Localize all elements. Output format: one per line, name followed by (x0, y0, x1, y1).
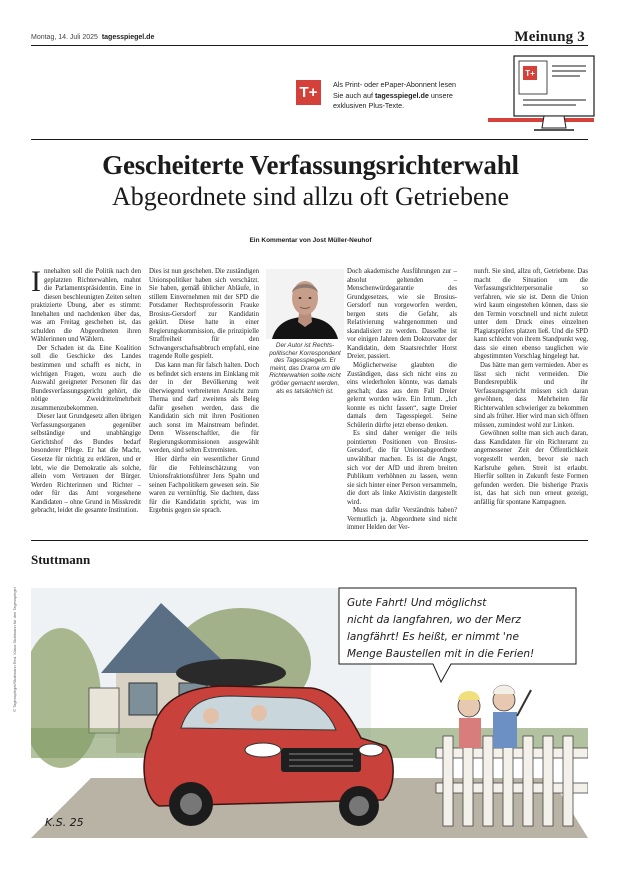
section-title (514, 29, 585, 46)
article-headline: Gescheiterte Verfassungsrichterwahl (102, 150, 519, 180)
issue-date: Montag, 14. Juli 2025 (31, 34, 98, 41)
promo-line-1: Als Print- oder ePaper-Abonnent lesen (333, 80, 457, 89)
article-column-3 (347, 268, 457, 533)
paragraph: Dieser laut Grundgesetz allen übrigen Verfassungsorganen gegenüber selbständige und unabhängige Gerichtshof des Bundes bedarf besonderer Pflege. Er hat die Macht, Gesetze für nichtig zu erklären, und er lebt, wie die Demokratie als solche, allein vom Vertrauen der Bürger. Werden Richterinnen und Richter – oder für das Amt vorgesehene Kandidaten – ohne Grund in Misskredit gebracht, leidet die gesamte Institution. (31, 413, 141, 515)
monitor-illustration-icon (486, 54, 596, 134)
paragraph: nunft. Sie sind, allzu oft, Getriebene. Das macht die Situation um die Verfassungsrichterpersonalie so verfahren, wie sie ist. Denn die Union wird kaum eingestehen können, dass sie den Termin vorschnell und nicht zuletzt unter dem Druck eines einzelnen Plagiatsprüfers platzen ließ. Und die SPD kann schlecht von ihrem Standpunkt weg, dass sie einen ebenso tauglichen wie abgestimmten Vorschlag hingelegt hat. (474, 268, 589, 361)
promo-line-2: Sie auch auf tagesspiegel.de unsere (333, 90, 453, 100)
cartoon-credit: © Tagesspiegel/Stuttmann Red. Klaus Stuttmann für den Tagesspiegel (12, 587, 17, 712)
site-name[interactable]: tagesspiegel.de (101, 34, 155, 41)
paragraph: Es sind daher weniger die teils pointierten Positionen von Brosius-Gersdorf, die für Unionsabgeordnete unwählbar machen. Es ist die Angst, sich vor der AfD und ihrem breiten Publikum verhöhnen zu lassen, wenn sie sich hinter einer Person versammeln, die dort als linke Aktivistin dargestellt wird. (347, 430, 457, 506)
paragraph: Gewöhnen sollte man sich auch daran, dass Kandidaten für ein Richteramt zu angemessener Zeit der Öffentlichkeit vorgestellt werden, bevor sie nach Karlsruhe gehen. Streit ist erlaubt. Hierfür sollten in Zukunft feste Formen gefunden werden. Die bisherige Praxis ist, das hat sich nun erneut gezeigt, anfällig für spontane Kampagnen. (474, 430, 588, 506)
masthead-date-line (31, 34, 154, 41)
speech-line-1: Gute Fahrt! Und möglichst (347, 597, 487, 609)
page-number: 3 (577, 29, 585, 45)
speech-line-4: Menge Baustellen mit in die Ferien! (347, 648, 535, 660)
article-column-1 (31, 265, 141, 516)
dropcap: I (31, 265, 41, 298)
section-name: Meinung (514, 29, 574, 45)
paragraph: Dies ist nun geschehen. Die zuständigen Unionspolitiker haben sich verschätzt. Sie haben, gemäß üblicher Abläufe, in stillem Einvernehmen mit der SPD die Potsdamer Rechtsprofessorin Frauke Brosius-Gersdorf zur Kandidatin gekürt. Diese hatte in einer Regierungskommission, die prinzipielle Straffreiheit für den Schwangerschaftsabbruch empfahl, eine tragende Rolle gespielt. (149, 268, 259, 361)
paragraph: Doch akademische Ausführungen zur – absolut geltenden – Menschenwürdegarantie des Grundgesetzes, wie sie Brosius-Gersdorf nun vorgeworfen werden, bergen stets die Gefahr, als Relativierung wahrgenommen und skandalisiert zu werden. Dasselbe ist vor einigen Jahren dem Doktorvater der Kandidatin, dem Staatsrechtler Horst Dreier, passiert. (347, 268, 457, 361)
header-rule (31, 45, 588, 46)
promo-rule (31, 139, 588, 140)
author-portrait (266, 269, 344, 339)
paragraph: Das kann man für falsch halten. Doch es befindet sich erstens im Einklang mit der in der Bevölkerung weit überwiegend verbreiteten Ansicht zum Thema und darf zweitens als Beleg dafür gesehen werden, dass die Kandidatin sich mit ihren Positionen auch sonst im Mainstream befindet. Denn Wissenschaftler, die für Regierungskommissionen ausgewählt werden, sind selten Extremisten. (149, 362, 259, 455)
stuttmann-cartoon (31, 578, 588, 838)
paragraph: Hier dürfte ein wesentlicher Grund für die Fehleinschätzung von Unionsfraktionsführer Jens Spahn und seinen Fachpolitikern gewesen sein. Sie waren zu vernünftig. Sie dachten, dass für die Kandidatin spricht, was im Ergebnis gegen sie sprach. (149, 456, 259, 515)
speech-line-3: langfährt! Es heißt, er nimmt 'ne (347, 631, 519, 643)
artist-signature: K.S. 25 (45, 816, 84, 829)
promo-line-3: exklusiven Plus-Texte. (333, 101, 405, 110)
tplus-badge-icon: T+ (296, 80, 321, 105)
article-subheadline: Abgeordnete sind allzu oft Getriebene (111, 182, 510, 211)
article-column-4 (474, 268, 588, 507)
paragraph: Das hätte man gern vermieden. Aber es lässt sich nicht vermeiden. Die Bundesrepublik und ihr Verfassungsgericht müssen sich daran gewöhnen, dass Mehrheiten für Richterwahlen schwieriger zu bekommen sind als früher. Hier wird man sich öffnen müssen, zumindest wohl zur Linken. (474, 362, 588, 429)
speech-line-2: nicht da langfahren, wo der Merz (347, 614, 521, 626)
paragraph: Muss man dafür Verständnis haben? Vermutlich ja. Abgeordnete sind nicht immer Helden der Ver- (347, 507, 457, 532)
article-byline: Ein Kommentar von Jost Müller-Neuhof (249, 237, 372, 244)
cartoon-section-title: Stuttmann (31, 552, 91, 567)
portrait-caption: Der Autor ist Rechtspolitischer Korrespondent des Tagesspiegels. Er meint, das Drama um die Richterwahlen sollte nicht größer gemacht werden, als es tatsächlich ist. (269, 342, 341, 395)
paragraph: Innehalten soll die Politik nach den geplatzten Richterwahlen, mahnt die Parlamentspräsidentin. Eine in diesen beschleunigten Zeiten selten praktizierte Übung, aber es stimmt: Innehalten und nachdenken über das, was am Freitag geschehen ist, das schulden die Abgeordneten ihren Wählerinnen und Wählern. (31, 265, 141, 344)
plus-promo-text[interactable] (333, 80, 483, 112)
paragraph: Möglicherweise glaubten die Zuständigen, dass sich nicht eins zu eins wiederholen könnte, was damals geschah; dass aus dem Fall Dreier gelernt worden wäre. Ein Irrtum. „Ich konnte es nicht fassen“, sagte Dreier damals dem Tagesspiegel. Seine Schülerin dürfte jetzt ebenso denken. (347, 362, 457, 429)
paragraph: Der Schaden ist da. Eine Koalition soll die Geschicke des Landes bestimmen und schafft es nicht, in wichtigen Fragen, wozu auch die Auswahl geeigneter Personen für das Bundesverfassungsgericht gehört, die nötige Zweidrittelmehrheit zusammenzubekommen. (31, 344, 141, 412)
cartoon-top-rule (31, 540, 588, 541)
article-column-2 (149, 268, 259, 516)
svg-text:T+: T+ (525, 69, 535, 78)
